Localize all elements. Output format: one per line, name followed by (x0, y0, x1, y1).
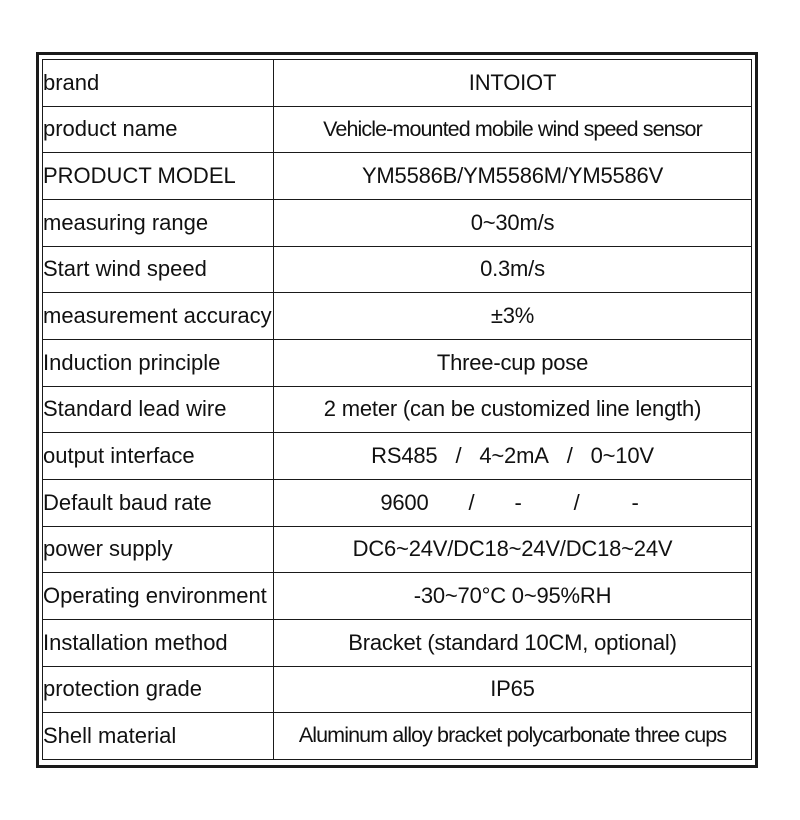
output-interface-voltage: 0~10V (590, 443, 654, 469)
spec-row-product-name (43, 106, 752, 153)
spec-key: Shell material (43, 713, 274, 760)
baud-rate-current: - (514, 489, 522, 515)
spec-key: Start wind speed (43, 246, 274, 293)
separator: / (455, 443, 462, 469)
spec-value: Three-cup pose (274, 339, 752, 386)
spec-row-brand (43, 60, 752, 107)
spec-key: measuring range (43, 199, 274, 246)
spec-key: protection grade (43, 666, 274, 713)
spec-row-measuring-range (43, 199, 752, 246)
spec-value: IP65 (274, 666, 752, 713)
spec-row-installation-method (43, 619, 752, 666)
spec-row-induction-principle (43, 339, 752, 386)
spec-row-shell-material (43, 713, 752, 760)
spec-key: Installation method (43, 619, 274, 666)
output-interface-current: 4~2mA (479, 443, 549, 469)
separator: / (468, 489, 475, 515)
spec-value: 2 meter (can be customized line length) (274, 386, 752, 433)
spec-row-product-model (43, 153, 752, 200)
spec-value: -30~70°C 0~95%RH (274, 573, 752, 620)
spec-value: Vehicle-mounted mobile wind speed sensor (274, 106, 752, 153)
spec-key: output interface (43, 433, 274, 480)
spec-row-power-supply (43, 526, 752, 573)
spec-key: Operating environment (43, 573, 274, 620)
spec-row-standard-lead-wire (43, 386, 752, 433)
spec-row-measurement-accuracy (43, 293, 752, 340)
spec-key: Induction principle (43, 339, 274, 386)
spec-key: measurement accuracy (43, 293, 274, 340)
spec-value: YM5586B/YM5586M/YM5586V (274, 153, 752, 200)
output-interface-rs485: RS485 (371, 443, 438, 469)
spec-value: Bracket (standard 10CM, optional) (274, 619, 752, 666)
spec-table-frame (36, 52, 758, 768)
spec-value (274, 479, 752, 526)
baud-rate-rs485: 9600 (380, 489, 429, 515)
spec-row-start-wind-speed (43, 246, 752, 293)
spec-table (42, 59, 752, 760)
spec-value: INTOIOT (274, 60, 752, 107)
spec-value (274, 433, 752, 480)
spec-row-protection-grade (43, 666, 752, 713)
spec-key: product name (43, 106, 274, 153)
baud-rate-voltage: - (631, 489, 639, 515)
spec-value: 0.3m/s (274, 246, 752, 293)
spec-value: ±3% (274, 293, 752, 340)
separator: / (566, 443, 573, 469)
spec-row-output-interface (43, 433, 752, 480)
spec-value: DC6~24V/DC18~24V/DC18~24V (274, 526, 752, 573)
spec-value: Aluminum alloy bracket polycarbonate three cups (274, 713, 752, 760)
spec-key: Standard lead wire (43, 386, 274, 433)
spec-key: PRODUCT MODEL (43, 153, 274, 200)
spec-row-operating-environment (43, 573, 752, 620)
spec-row-default-baud-rate (43, 479, 752, 526)
separator: / (573, 489, 580, 515)
spec-key: power supply (43, 526, 274, 573)
spec-key: brand (43, 60, 274, 107)
spec-value: 0~30m/s (274, 199, 752, 246)
spec-key: Default baud rate (43, 479, 274, 526)
